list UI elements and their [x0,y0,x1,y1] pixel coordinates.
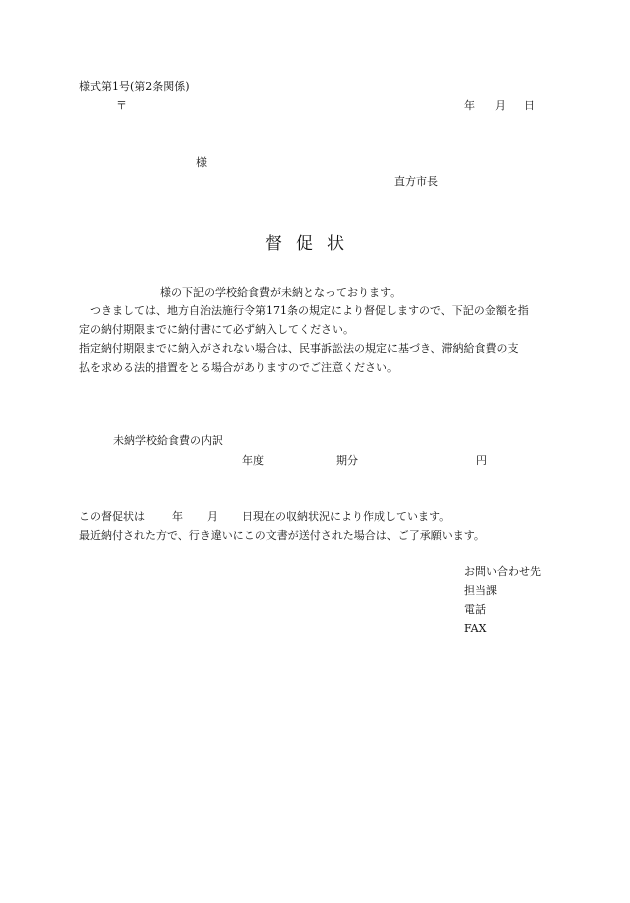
date-day: 日 [524,99,535,112]
body-line-3: 定の納付期限までに納付書にて必ず納入してください。 [79,323,354,336]
page-title: 督促状 [265,234,358,254]
contact-heading: お問い合わせ先 [464,565,541,578]
status-line-2: 最近納付された方で、行き違いにこの文書が送付された場合は、ご了承願います。 [79,529,485,542]
status-suffix: 日現在の収納状況により作成しています。 [242,510,451,523]
status-month: 月 [207,510,218,523]
breakdown-yen: 円 [476,454,487,467]
contact-phone: 電話 [464,603,486,616]
body-line-1: 様の下記の学校給食費が未納となっております。 [160,286,402,299]
status-year: 年 [172,510,183,523]
postal-mark: 〒 [116,99,127,112]
breakdown-fiscal-year: 年度 [242,454,264,467]
body-line-4: 指定納付期限までに納入がされない場合は、民事訴訟法の規定に基づき、滞納給食費の支 [79,342,519,355]
breakdown-heading: 未納学校給食費の内訳 [113,434,223,447]
contact-department: 担当課 [464,584,497,597]
status-prefix: この督促状は [79,510,145,523]
form-number: 様式第1号(第2条関係) [79,80,190,93]
breakdown-period: 期分 [336,454,358,467]
issuer-name: 直方市長 [394,175,438,188]
body-line-5: 払を求める法的措置をとる場合がありますのでご注意ください。 [79,361,398,374]
contact-fax: FAX [464,622,487,635]
recipient-honorific: 様 [196,156,207,169]
body-line-2: つきましては、地方自治法施行令第171条の規定により督促しますので、下記の金額を指 [90,304,529,317]
date-year: 年 [464,99,475,112]
date-month: 月 [495,99,506,112]
